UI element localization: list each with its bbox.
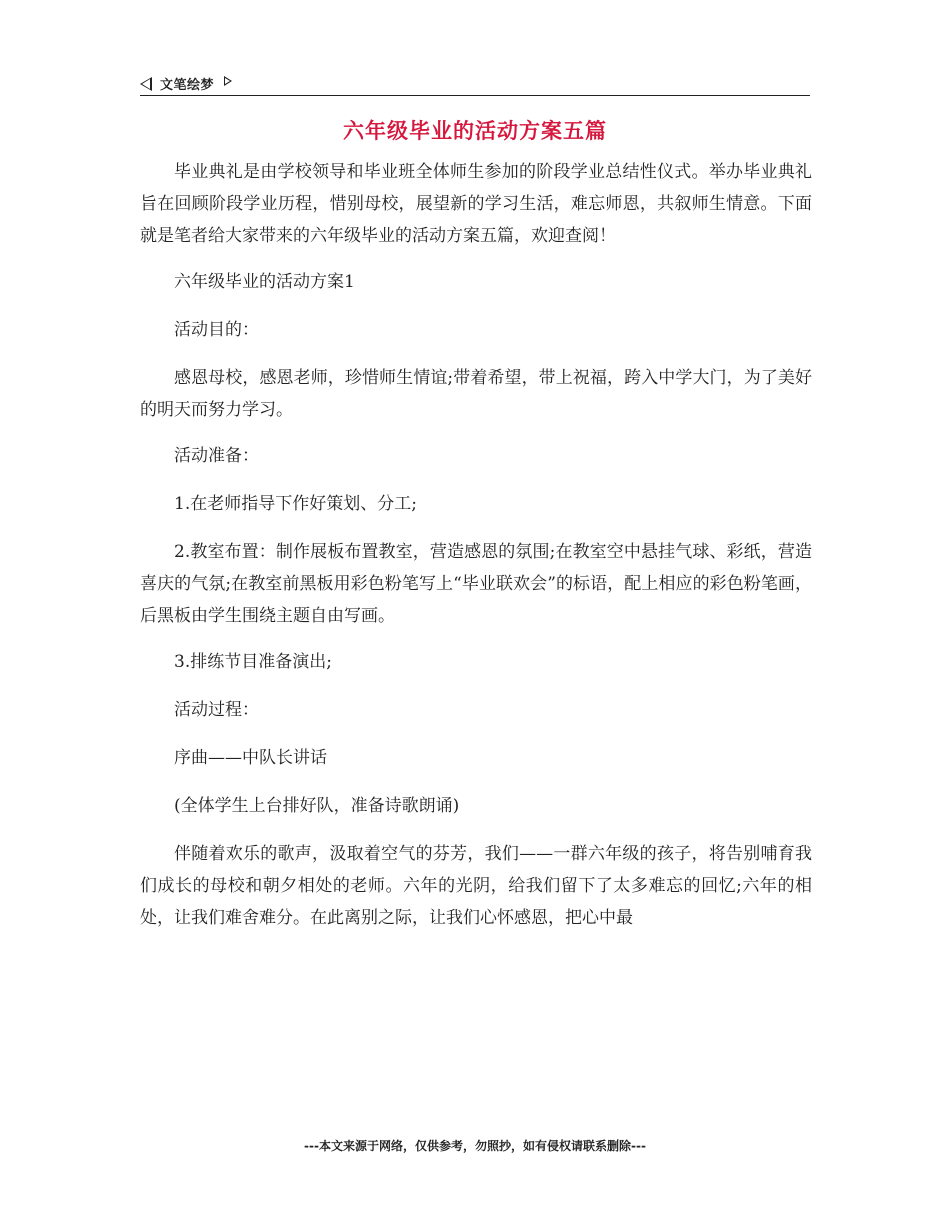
- paragraph-prep-heading: 活动准备：: [174, 446, 259, 466]
- brand-group: [140, 74, 232, 93]
- paragraph-speech: 伴随着欢乐的歌声，汲取着空气的芬芳，我们——一群六年级的孩子，将告别哺育我们成长的母校和朝夕相处的老师。六年的光阴，给我们留下了太多难忘的回忆;六年的相处，让我们难舍难分。在此离别之际，让我们心怀感恩，把心中最: [140, 844, 812, 928]
- paragraph-prep-2: 2.教室布置：制作展板布置教室，营造感恩的氛围;在教室空中悬挂气球、彩纸，营造喜庆的气氛;在教室前黑板用彩色粉笔写上“毕业联欢会”的标语，配上相应的彩色粉笔画，后黑板由学生围绕主题自由写画。: [140, 542, 812, 626]
- paragraph-goal-heading: 活动目的：: [174, 320, 259, 340]
- paragraph-prelude: 序曲——中队长讲话: [174, 748, 327, 768]
- paragraph-intro: 毕业典礼是由学校领导和毕业班全体师生参加的阶段学业总结性仪式。举办毕业典礼旨在回顾阶段学业历程，惜别母校，展望新的学习生活，难忘师恩，共叙师生情意。下面就是笔者给大家带来的六年级毕业的活动方案五篇，欢迎查阅！: [140, 162, 812, 246]
- paragraph-prep-3: 3.排练节目准备演出;: [174, 652, 332, 672]
- triangle-left-icon: [140, 77, 152, 91]
- triangle-right-icon: [224, 76, 232, 86]
- brand-name: 文笔绘梦: [160, 78, 215, 93]
- paragraph-plan-heading: 六年级毕业的活动方案1: [174, 272, 355, 292]
- document-title: 六年级毕业的活动方案五篇: [343, 119, 607, 143]
- paragraph-prep-1: 1.在老师指导下作好策划、分工;: [174, 494, 417, 514]
- document-body: [140, 156, 812, 948]
- paragraph-process-heading: 活动过程：: [174, 700, 259, 720]
- page-header: [140, 72, 810, 96]
- paragraph-stage-note: (全体学生上台排好队，准备诗歌朗诵): [174, 796, 460, 816]
- header-divider: [140, 95, 810, 96]
- page-footer-notice: ---本文来源于网络，仅供参考，勿照抄，如有侵权请联系删除---: [304, 1139, 646, 1153]
- paragraph-goal: 感恩母校，感恩老师，珍惜师生情谊;带着希望，带上祝福，跨入中学大门，为了美好的明天而努力学习。: [140, 368, 812, 420]
